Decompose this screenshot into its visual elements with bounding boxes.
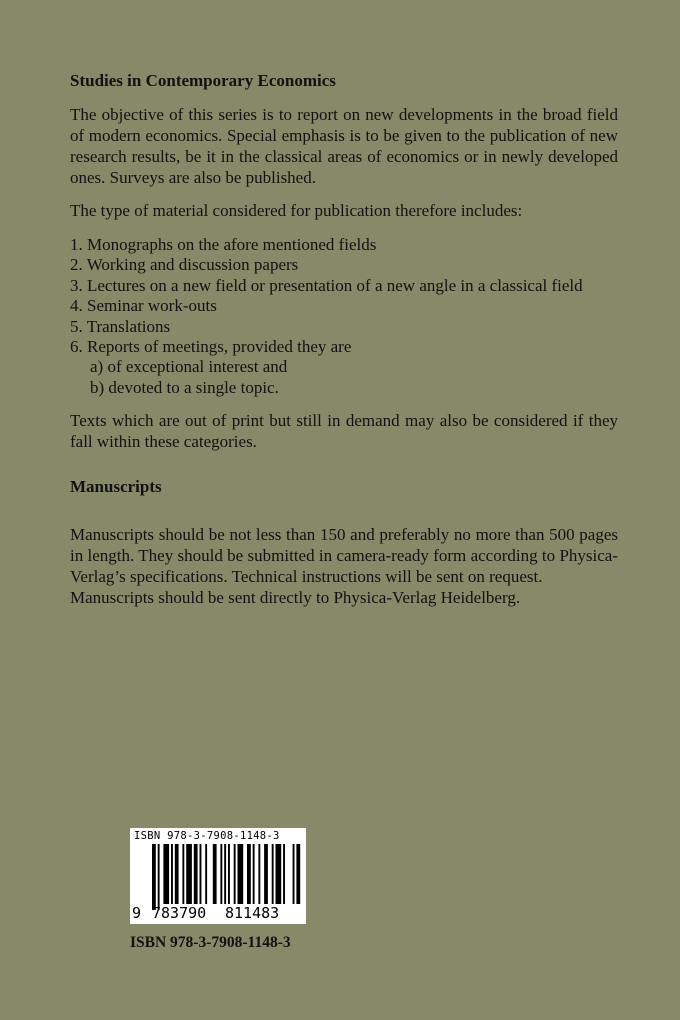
barcode-bar (224, 844, 226, 904)
barcode-digits-right: 811483 (225, 904, 280, 922)
list-item: 4. Seminar work-outs (70, 296, 217, 316)
sublist-item: b) devoted to a single topic. (90, 377, 279, 397)
barcode-bar (296, 844, 300, 904)
isbn-label: ISBN 978-3-7908-1148-3 (130, 934, 291, 951)
barcode-bar (258, 844, 260, 904)
barcode-digits-left: 783790 (152, 904, 207, 922)
list-item: 1. Monographs on the afore mentioned fields (70, 235, 377, 254)
barcode-bar (264, 844, 268, 904)
manuscripts-title: Manuscripts (70, 477, 162, 497)
meeting-conditions-list (70, 357, 618, 398)
out-of-print-note: Texts which are out of print but still in demand may also be considered if they fall within these categories. (70, 411, 618, 452)
barcode-digit-first: 9 (132, 904, 142, 922)
list-item: 3. Lectures on a new field or presentation of a new angle in a classical field (70, 275, 583, 295)
barcode-bar (186, 844, 192, 904)
manuscripts-requirements: Manuscripts should be not less than 150 and preferably no more than 500 pages in length. They should be submitted in camera-ready form according to Physica-Verlag’s specifications. Technical instructions will be sent on request. (70, 525, 618, 587)
barcode-bar (171, 844, 173, 904)
barcode-bar (238, 844, 244, 904)
barcode-bar (234, 844, 236, 904)
barcode (130, 828, 306, 924)
back-cover-text (70, 70, 618, 608)
series-objective: The objective of this series is to report on new developments in the broad field of modern economics. Special emphasis is to be given to the publication of new research results, be it in the classical areas of economics or in newly developed ones. Surveys are also be published. (70, 105, 618, 187)
barcode-bar (213, 844, 217, 904)
sublist-item: a) of exceptional interest and (90, 357, 288, 377)
sublist-wrapper (70, 357, 618, 398)
barcode-bar (220, 844, 222, 904)
barcode-bar (175, 844, 179, 904)
series-title: Studies in Contemporary Economics (70, 71, 336, 90)
barcode-bar (200, 844, 202, 904)
barcode-bar (293, 844, 295, 904)
barcode-bar (247, 844, 251, 904)
barcode-bar (205, 844, 207, 904)
barcode-bar (253, 844, 255, 904)
list-item: 6. Reports of meetings, provided they are (70, 337, 352, 357)
barcode-bar (163, 844, 169, 904)
barcode-bar (283, 844, 285, 904)
barcode-bar (194, 844, 198, 904)
barcode-top-text: ISBN 978-3-7908-1148-3 (134, 830, 280, 842)
manuscripts-send-to: Manuscripts should be sent directly to Physica-Verlag Heidelberg. (70, 588, 521, 608)
material-intro: The type of material considered for publication therefore includes: (70, 201, 523, 220)
barcode-bar (228, 844, 230, 904)
material-list (70, 235, 618, 398)
list-item: 2. Working and discussion papers (70, 255, 299, 275)
barcode-bar (272, 844, 274, 904)
barcode-bar (276, 844, 282, 904)
barcode-bar (158, 844, 160, 910)
list-item: 5. Translations (70, 316, 171, 336)
barcode-bar (152, 844, 156, 910)
barcode-bar (182, 844, 184, 904)
